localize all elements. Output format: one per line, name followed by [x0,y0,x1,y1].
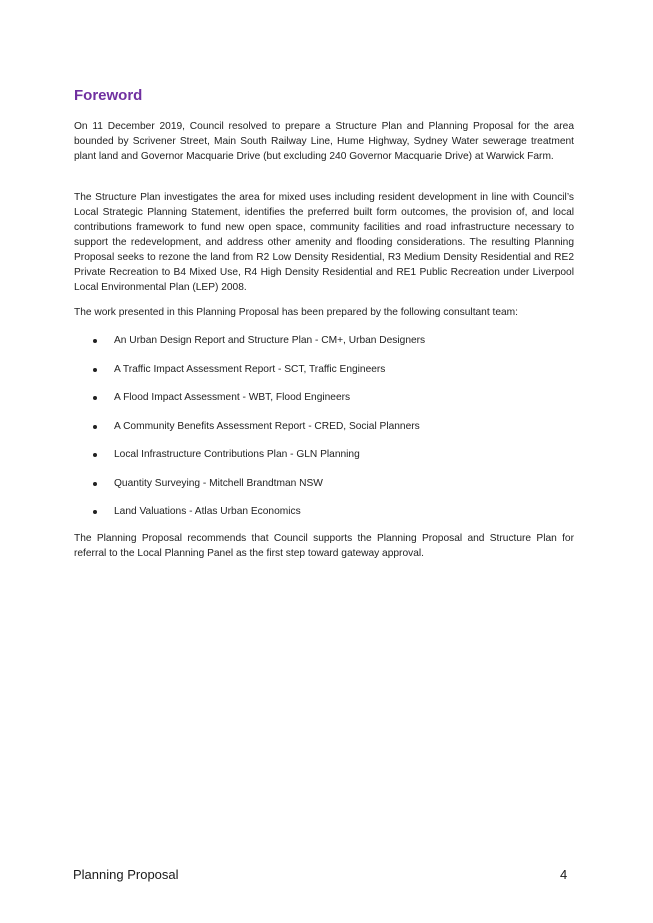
list-item [74,476,574,505]
intro-paragraph: On 11 December 2019, Council resolved to prepare a Structure Plan and Planning Proposal for the area bounded by Scrivener Street, Main South Railway Line, Hume Highway, Sydney Water sewerage treatment plant land and Governor Macquarie Drive (but excluding 240 Governor Macquarie Drive) at Warwick Farm. [74,121,574,162]
list-item-text: Land Valuations - Atlas Urban Economics [114,506,301,517]
list-item [74,419,574,448]
list-item-text: An Urban Design Report and Structure Plan - CM+, Urban Designers [114,335,426,346]
bullet-icon [93,482,97,486]
structure-plan-paragraph: The Structure Plan investigates the area for mixed uses including resident development in line with Council’s Local Strategic Planning Statement, identifies the preferred built form outcomes, the provision of, and local contributions framework to fund new open space, community facilities and road infrastructure necessary to support the redevelopment, and address other amenity and flooding considerations. The resulting Planning Proposal seeks to rezone the land from R2 Low Density Residential, R3 Medium Density Residential and RE2 Private Recreation to B4 Mixed Use, R4 High Density Residential and RE1 Public Recreation under Liverpool Local Environmental Plan (LEP) 2008. [74,192,574,293]
list-item-text: A Flood Impact Assessment - WBT, Flood Engineers [114,392,351,403]
bullet-icon [93,368,97,372]
bullet-icon [93,339,97,343]
list-item-text: A Community Benefits Assessment Report - CRED, Social Planners [114,420,420,432]
footer-document-title: Planning Proposal [73,867,179,882]
bullet-icon [93,510,97,514]
footer-page-number: 4 [560,867,568,882]
foreword-heading: Foreword [74,87,143,104]
list-item-text: A Traffic Impact Assessment Report - SCT, Traffic Engineers [114,363,386,375]
list-item [74,447,574,476]
list-item-text: Local Infrastructure Contributions Plan - GLN Planning [114,449,360,460]
list-item [74,390,574,419]
bullet-icon [93,396,97,400]
list-item [74,362,574,391]
bullet-icon [93,453,97,457]
list-item [74,333,574,362]
recommendation-paragraph: The Planning Proposal recommends that Council supports the Planning Proposal and Structure Plan for referral to the Local Planning Panel as the first step toward gateway approval. [74,533,574,559]
bullet-icon [93,425,97,429]
list-item [74,504,574,533]
list-item-text: Quantity Surveying - Mitchell Brandtman NSW [114,477,323,489]
consultant-team-intro: The work presented in this Planning Proposal has been prepared by the following consultant team: [74,307,518,318]
consultant-list [74,333,574,533]
